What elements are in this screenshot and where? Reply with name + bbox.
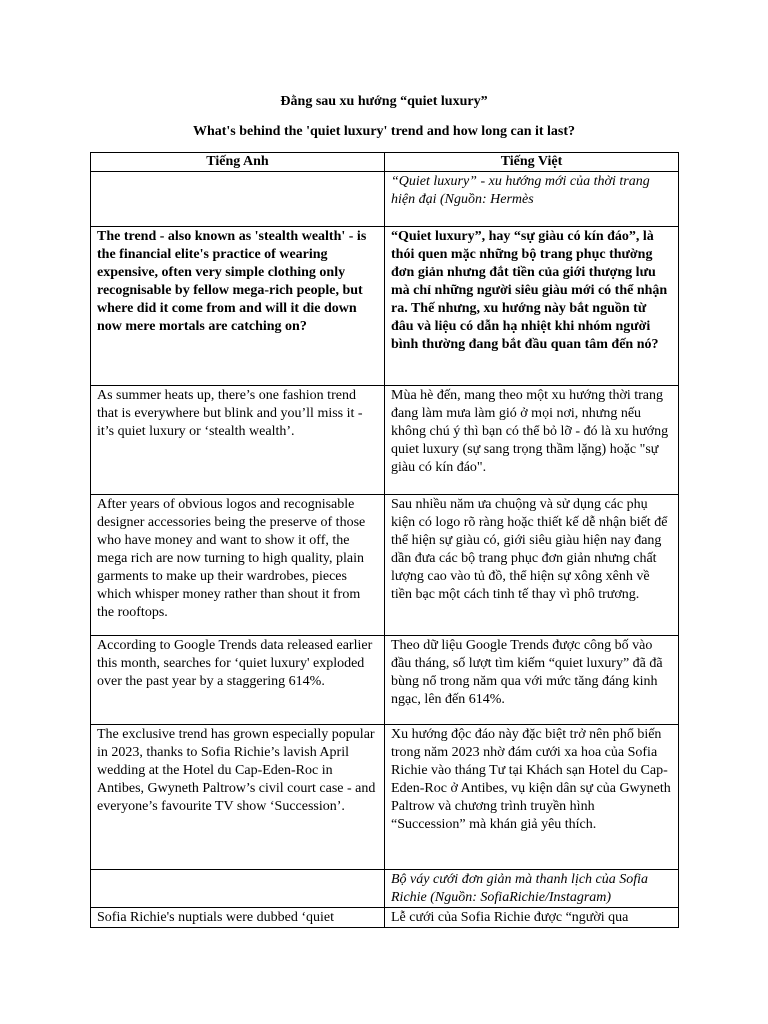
cell-english: According to Google Trends data released earlier this month, searches for ‘quiet luxury' exploded over the past year by a staggering 614%. (91, 636, 385, 725)
table-row-caption-2 (91, 870, 679, 908)
table-header-row (91, 153, 679, 172)
cell-vietnamese: “Quiet luxury”, hay “sự giàu có kín đáo”, là thói quen mặc những bộ trang phục thường đơn giản nhưng đắt tiền của giới thượng lưu mà chỉ những người siêu giàu mới có thể nhận ra. Thế nhưng, xu hướng này bắt nguồn từ đâu và liệu có dẫn hạ nhiệt khi nhóm người bình thường đang bắt đầu quan tâm đến nó? (385, 227, 679, 386)
cell-vietnamese: Sau nhiều năm ưa chuộng và sử dụng các phụ kiện có logo rõ ràng hoặc thiết kế dễ nhận biết để thể hiện sự giàu có, giới siêu giàu hiện nay đang dần đưa các bộ trang phục đơn giản nhưng chất lượng cao vào tủ đồ, thể hiện sự xông xênh về tiền bạc một cách tinh tế thay vì phô trương. (385, 495, 679, 636)
bilingual-table (90, 152, 679, 928)
table-row (91, 908, 679, 928)
table-row (91, 636, 679, 725)
document-title-english: What's behind the 'quiet luxury' trend and how long can it last? (192, 124, 576, 139)
table-row (91, 495, 679, 636)
table-row-intro (91, 227, 679, 386)
table-row (91, 386, 679, 495)
cell-vietnamese: Bộ váy cưới đơn giản mà thanh lịch của Sofia Richie (Nguồn: SofiaRichie/Instagram) (385, 870, 679, 908)
cell-vietnamese: “Quiet luxury” - xu hướng mới của thời trang hiện đại (Nguồn: Hermès (385, 172, 679, 227)
cell-english (91, 172, 385, 227)
cell-english: The trend - also known as 'stealth wealth' - is the financial elite's practice of wearing expensive, often very simple clothing only recognisable by fellow mega-rich people, but where did it come from and will it die down now mere mortals are catching on? (91, 227, 385, 386)
cell-english (91, 870, 385, 908)
cell-vietnamese: Theo dữ liệu Google Trends được công bố vào đầu tháng, số lượt tìm kiếm “quiet luxury” đã đã bùng nổ trong năm qua với mức tăng đáng kinh ngạc, lên đến 614%. (385, 636, 679, 725)
table-row-caption-1 (91, 172, 679, 227)
cell-english: Sofia Richie's nuptials were dubbed ‘quiet (91, 908, 385, 928)
header-vietnamese: Tiếng Việt (385, 153, 679, 172)
cell-vietnamese: Xu hướng độc đáo này đặc biệt trở nên phổ biến trong năm 2023 nhờ đám cưới xa hoa của Sofia Richie vào tháng Tư tại Khách sạn Hotel du Cap-Eden-Roc ở Antibes, vụ kiện dân sự của Gwyneth Paltrow và chương trình truyền hình “Succession” mà khán giả yêu thích. (385, 725, 679, 870)
document-title-vietnamese: Đằng sau xu hướng “quiet luxury” (280, 94, 488, 109)
cell-vietnamese: Mùa hè đến, mang theo một xu hướng thời trang đang làm mưa làm gió ở mọi nơi, nhưng nếu không chú ý thì bạn có thể bỏ lỡ - đó là xu hướng quiet luxury (sự sang trọng thầm lặng) hoặc "sự giàu có kín đáo". (385, 386, 679, 495)
table-row (91, 725, 679, 870)
cell-english: As summer heats up, there’s one fashion trend that is everywhere but blink and you’ll miss it - it’s quiet luxury or ‘stealth wealth’. (91, 386, 385, 495)
cell-vietnamese: Lễ cưới của Sofia Richie được “người qua (385, 908, 679, 928)
cell-english: After years of obvious logos and recognisable designer accessories being the preserve of those who have money and want to show it off, the mega rich are now turning to high quality, plain garments to make up their wardrobes, pieces which whisper money rather than shout it from the rooftops. (91, 495, 385, 636)
cell-english: The exclusive trend has grown especially popular in 2023, thanks to Sofia Richie’s lavish April wedding at the Hotel du Cap-Eden-Roc in Antibes, Gwyneth Paltrow’s civil court case - and everyone’s favourite TV show ‘Succession’. (91, 725, 385, 870)
header-english: Tiếng Anh (91, 153, 385, 172)
